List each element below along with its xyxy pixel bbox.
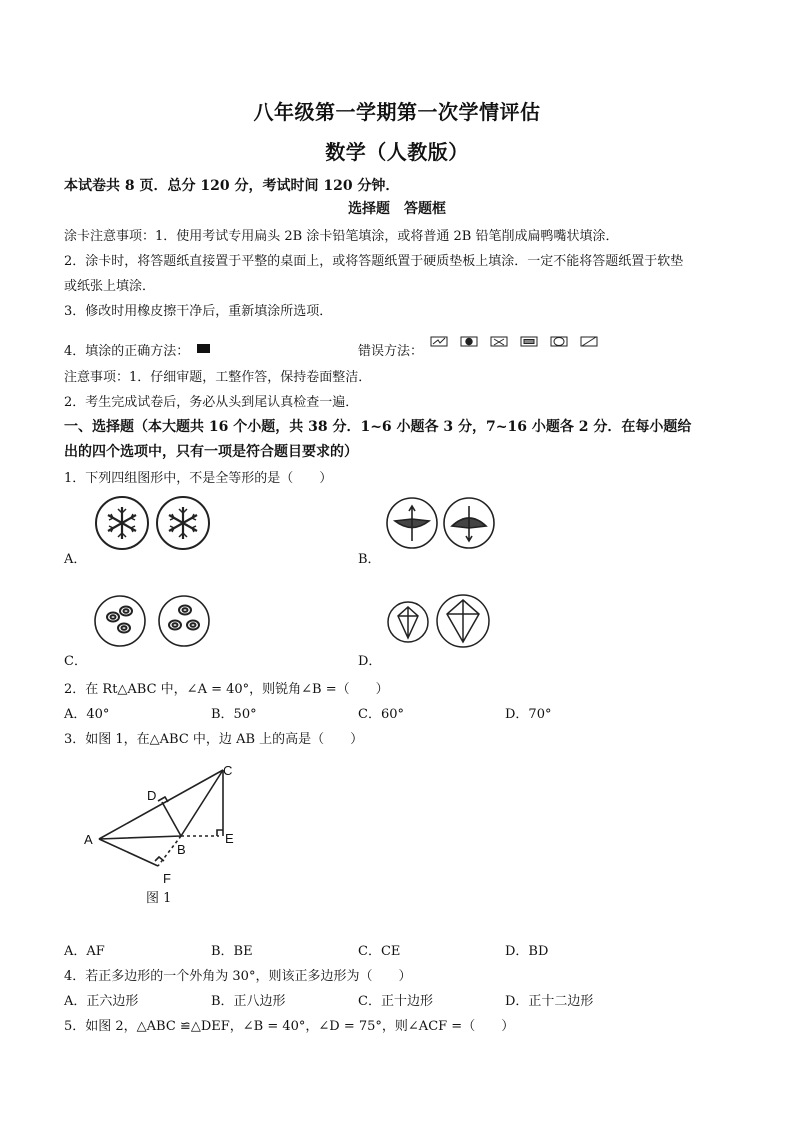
section1-heading-1: 一、选择题（本大题共 16 个小题，共 38 分．1~6 小题各 3 分，7~16 小题各 2 分．在每小题给 — [64, 419, 692, 435]
card-note-2b: 或纸张上填涂． — [64, 279, 156, 294]
q3-option-d: D．BD — [505, 944, 549, 959]
card-note-1: 涂卡注意事项：1．使用考试专用扁头 2B 涂卡铅笔填涂，或将普通 2B 铅笔削成扁鸭嘴状填涂． — [64, 229, 619, 244]
correct-method-label: 4．填涂的正确方法： — [64, 344, 190, 359]
q4-stem: 4．若正多边形的一个外角为 30°，则该正多边形为（ ） — [64, 969, 412, 984]
q2-option-b: B．50° — [211, 707, 257, 722]
q1-option-c-label: C． — [64, 654, 87, 669]
label-b: B — [177, 842, 186, 857]
q1-option-a-label: A． — [64, 552, 87, 567]
q4-option-a: A．正六边形 — [64, 994, 139, 1009]
q3-option-c: C．CE — [358, 944, 401, 959]
exam-intro: 本试卷共 8 页．总分 120 分，考试时间 120 分钟． — [64, 178, 400, 194]
wrong-method-label: 错误方法： — [358, 344, 424, 359]
q2-option-c: C．60° — [358, 707, 404, 722]
bow-arrow-pair-figure — [385, 494, 499, 554]
q2-option-a: A．40° — [64, 707, 110, 722]
q3-option-b: B．BE — [211, 944, 253, 959]
q4-option-b: B．正八边形 — [211, 994, 286, 1009]
card-note-2a: 2．涂卡时，将答题纸直接置于平整的桌面上，或将答题纸置于硬质垫板上填涂．一定不能将答题纸置于软垫 — [64, 254, 684, 269]
q1-option-b-label: B． — [358, 552, 381, 567]
q5-stem: 5．如图 2，△ABC ≌△DEF，∠B = 40°，∠D = 75°，则∠ACF =（ ） — [64, 1019, 515, 1034]
q3-stem: 3．如图 1，在△ABC 中，边 AB 上的高是（ ） — [64, 732, 364, 747]
exam-title: 八年级第一学期第一次学情评估 — [253, 100, 541, 124]
label-d: D — [147, 788, 157, 803]
answer-box-title: 选择题 答题框 — [348, 201, 446, 217]
q3-triangle-figure — [80, 755, 260, 915]
section1-heading-2: 出的四个选项中，只有一项是符合题目要求的） — [64, 444, 358, 460]
snowflake-pair-figure — [92, 494, 216, 554]
q2-option-d: D．70° — [505, 707, 552, 722]
drops-pair-figure — [90, 592, 216, 652]
q2-stem: 2．在 Rt△ABC 中，∠A = 40°，则锐角∠B =（ ） — [64, 682, 389, 697]
q1-option-d-label: D． — [358, 654, 382, 669]
notes-2: 2．考生完成试卷后，务必从头到尾认真检查一遍． — [64, 395, 359, 410]
exam-subtitle: 数学（人教版） — [325, 140, 469, 164]
label-e: E — [225, 831, 234, 846]
label-f: F — [163, 871, 171, 886]
label-c: C — [223, 763, 233, 778]
q4-option-d: D．正十二边形 — [505, 994, 594, 1009]
kite-pair-figure — [386, 592, 496, 652]
q3-option-a: A．AF — [64, 944, 105, 959]
q1-stem: 1．下列四组图形中，不是全等形的是（ ） — [64, 471, 333, 486]
label-a: A — [84, 832, 93, 847]
notes-1: 注意事项：1．仔细审题，工整作答，保持卷面整洁． — [64, 370, 372, 385]
wrong-marks-icon — [430, 335, 610, 349]
filled-box-icon — [197, 344, 210, 353]
card-note-3: 3．修改时用橡皮擦干净后，重新填涂所选项． — [64, 304, 333, 319]
q4-option-c: C．正十边形 — [358, 994, 433, 1009]
figure-caption: 图 1 — [146, 891, 172, 906]
